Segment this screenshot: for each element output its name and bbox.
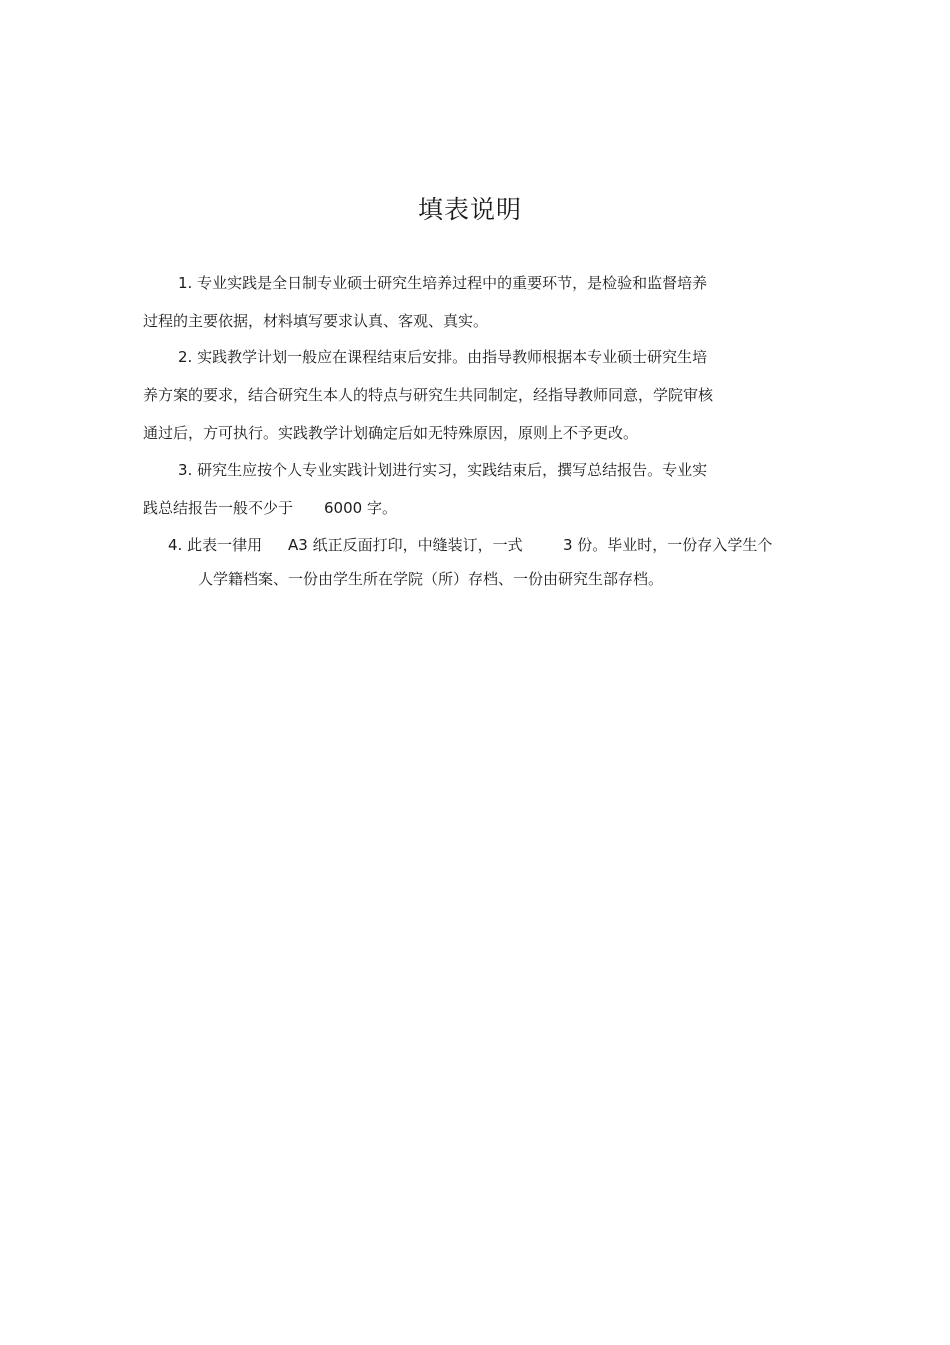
page-title: 填表说明 xyxy=(417,195,522,224)
item-3-line-2a: 践总结报告一般不少于 xyxy=(143,499,294,517)
item-4-line-1a: 4. 此表一律用 xyxy=(168,536,263,554)
item-4-line-1b: A3 纸正反面打印，中缝装订，一式 xyxy=(288,536,523,554)
item-2-line-2: 养方案的要求，结合研究生本人的特点与研究生共同制定，经指导教师同意，学院审核 xyxy=(143,386,714,404)
item-1-line-2: 过程的主要依据，材料填写要求认真、客观、真实。 xyxy=(143,312,489,330)
item-2-line-3: 通过后，方可执行。实践教学计划确定后如无特殊原因，原则上不予更改。 xyxy=(143,424,639,442)
item-3-line-1: 3. 研究生应按个人专业实践计划进行实习，实践结束后，撰写总结报告。专业实 xyxy=(178,461,708,479)
item-3-line-2b: 6000 字。 xyxy=(324,499,397,517)
item-4-line-2: 人学籍档案、一份由学生所在学院（所）存档、一份由研究生部存档。 xyxy=(198,570,664,588)
item-1-line-1: 1. 专业实践是全日制专业硕士研究生培养过程中的重要环节，是检验和监督培养 xyxy=(178,274,708,292)
item-2-line-1: 2. 实践教学计划一般应在课程结束后安排。由指导教师根据本专业硕士研究生培 xyxy=(178,348,708,366)
item-4-line-1c: 3 份。毕业时，一份存入学生个 xyxy=(563,536,773,554)
